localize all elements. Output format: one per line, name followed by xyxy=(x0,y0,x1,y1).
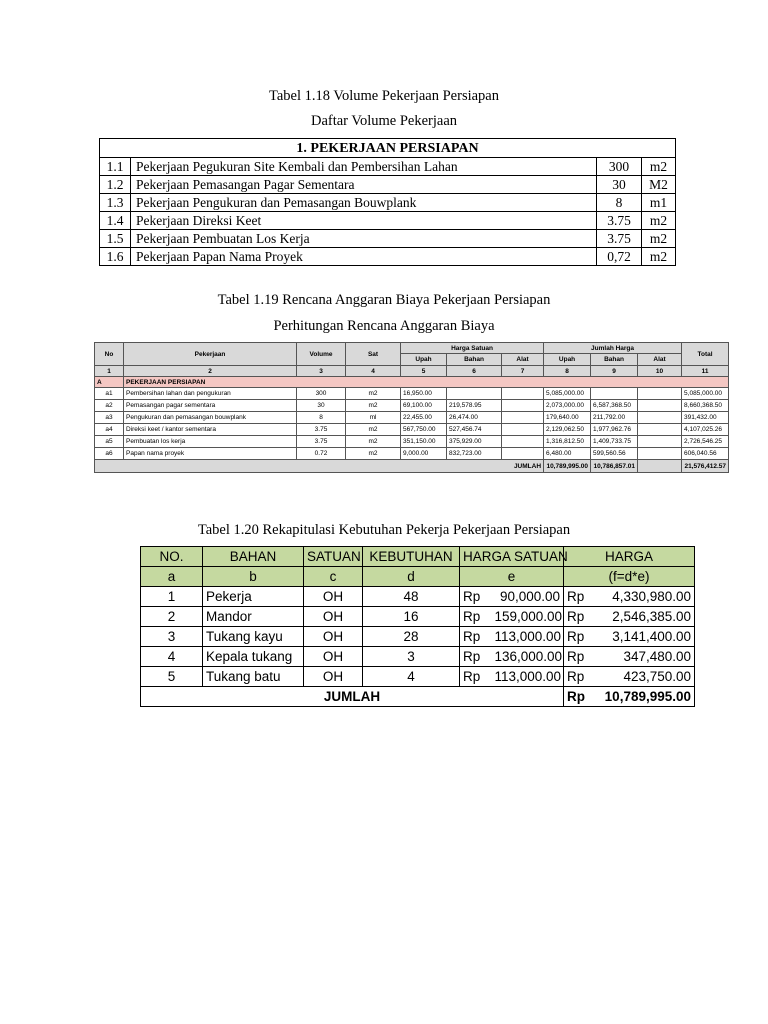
rekap-sub-d: d xyxy=(363,567,460,587)
cell-jb xyxy=(591,388,638,400)
row-description: Pekerjaan Pembuatan Los Kerja xyxy=(131,230,597,248)
rekap-sub-b: b xyxy=(203,567,304,587)
row-satuan: OH xyxy=(304,627,363,647)
volume-table-header: 1. PEKERJAAN PERSIAPAN xyxy=(100,139,676,158)
row-harga-satuan: 136,000.00 xyxy=(492,647,564,667)
row-unit: m2 xyxy=(642,212,676,230)
row-bahan: Tukang batu xyxy=(203,667,304,687)
rekap-h-satuan: SATUAN xyxy=(304,547,363,567)
column-number: 4 xyxy=(346,366,401,377)
row-kebutuhan: 48 xyxy=(363,587,460,607)
cell-hu: 69,100.00 xyxy=(401,400,447,412)
row-unit: m2 xyxy=(642,248,676,266)
table-row xyxy=(141,647,695,667)
cell-ja xyxy=(638,388,682,400)
rab-jumlah-upah: 10,789,995.00 xyxy=(544,460,591,473)
cell-sat: m2 xyxy=(346,424,401,436)
cell-ja xyxy=(638,412,682,424)
cell-ju: 2,129,062.50 xyxy=(544,424,591,436)
row-harga: 347,480.00 xyxy=(596,647,695,667)
cell-ja xyxy=(638,448,682,460)
row-number: 3 xyxy=(141,627,203,647)
cell-ju: 179,640.00 xyxy=(544,412,591,424)
row-satuan: OH xyxy=(304,667,363,687)
t20-caption: Tabel 1.20 Rekapitulasi Kebutuhan Pekerja Pekerjaan Persiapan xyxy=(197,522,571,538)
cell-hb xyxy=(447,388,502,400)
rab-h-bahan: Bahan xyxy=(591,354,638,366)
table-row xyxy=(100,194,676,212)
row-bahan: Kepala tukang xyxy=(203,647,304,667)
row-unit: m2 xyxy=(642,158,676,176)
rab-h-pekerjaan: Pekerjaan xyxy=(124,343,297,366)
rekap-jumlah-rp: Rp xyxy=(564,687,596,707)
cell-jb: 599,560.56 xyxy=(591,448,638,460)
table-row xyxy=(95,424,729,436)
row-bahan: Pekerja xyxy=(203,587,304,607)
cell-tot: 4,107,025.26 xyxy=(682,424,729,436)
column-number: 3 xyxy=(297,366,346,377)
row-currency: Rp xyxy=(460,667,492,687)
cell-tot: 606,040.56 xyxy=(682,448,729,460)
cell-no: a6 xyxy=(95,448,124,460)
table-row xyxy=(95,448,729,460)
cell-ha xyxy=(502,448,544,460)
cell-ju: 2,073,000.00 xyxy=(544,400,591,412)
rab-h-upah: Upah xyxy=(544,354,591,366)
t19-subtitle: Perhitungan Rencana Anggaran Biaya xyxy=(273,318,495,334)
row-description: Pekerjaan Pengukuran dan Pemasangan Bouwplank xyxy=(131,194,597,212)
rab-h-volume: Volume xyxy=(297,343,346,366)
cell-no: a3 xyxy=(95,412,124,424)
row-volume: 3.75 xyxy=(597,212,642,230)
row-harga-satuan: 90,000.00 xyxy=(492,587,564,607)
table-row xyxy=(100,248,676,266)
rab-h-alat: Alat xyxy=(638,354,682,366)
table-row xyxy=(100,230,676,248)
row-currency: Rp xyxy=(460,647,492,667)
cell-tot: 391,432.00 xyxy=(682,412,729,424)
cell-ha xyxy=(502,388,544,400)
row-volume: 0,72 xyxy=(597,248,642,266)
cell-ha xyxy=(502,424,544,436)
rab-jumlah-label: JUMLAH xyxy=(95,460,544,473)
cell-ju: 5,085,000.00 xyxy=(544,388,591,400)
rab-h-no: No xyxy=(95,343,124,366)
cell-pek: Direksi keet / kantor sementara xyxy=(124,424,297,436)
column-number: 1 xyxy=(95,366,124,377)
rab-h-harga-satuan: Harga Satuan xyxy=(401,343,544,354)
row-number: 1.4 xyxy=(100,212,131,230)
cell-no: a2 xyxy=(95,400,124,412)
rab-h-alat: Alat xyxy=(502,354,544,366)
cell-ju: 6,480.00 xyxy=(544,448,591,460)
row-currency: Rp xyxy=(564,587,596,607)
table-row xyxy=(100,212,676,230)
row-currency: Rp xyxy=(460,587,492,607)
rab-h-upah: Upah xyxy=(401,354,447,366)
cell-vol: 30 xyxy=(297,400,346,412)
table-row xyxy=(95,412,729,424)
row-volume: 3.75 xyxy=(597,230,642,248)
cell-vol: 8 xyxy=(297,412,346,424)
cell-hu: 16,950.00 xyxy=(401,388,447,400)
row-harga: 2,546,385.00 xyxy=(596,607,695,627)
rab-h-total: Total xyxy=(682,343,729,366)
cell-tot: 8,660,368.50 xyxy=(682,400,729,412)
cell-hu: 9,000.00 xyxy=(401,448,447,460)
rab-jumlah-total: 21,576,412.57 xyxy=(682,460,729,473)
row-volume: 300 xyxy=(597,158,642,176)
cell-hb: 219,578.95 xyxy=(447,400,502,412)
cell-ja xyxy=(638,400,682,412)
rekap-sub-c: c xyxy=(304,567,363,587)
cell-tot: 2,726,546.25 xyxy=(682,436,729,448)
row-harga: 423,750.00 xyxy=(596,667,695,687)
table-row xyxy=(95,400,729,412)
rekap-table xyxy=(140,546,695,707)
cell-ha xyxy=(502,436,544,448)
rab-jumlah-alat xyxy=(638,460,682,473)
row-number: 1.1 xyxy=(100,158,131,176)
rab-h-sat: Sat xyxy=(346,343,401,366)
row-kebutuhan: 3 xyxy=(363,647,460,667)
rab-h-jumlah-harga: Jumlah Harga xyxy=(544,343,682,354)
cell-vol: 3.75 xyxy=(297,424,346,436)
cell-pek: Pembuatan los kerja xyxy=(124,436,297,448)
column-number: 9 xyxy=(591,366,638,377)
column-number: 11 xyxy=(682,366,729,377)
cell-jb: 1,409,733.75 xyxy=(591,436,638,448)
rab-section-name: PEKERJAAN PERSIAPAN xyxy=(124,377,729,388)
rekap-sub-e: e xyxy=(460,567,564,587)
column-number: 7 xyxy=(502,366,544,377)
rekap-h-harga-satuan: HARGA SATUAN xyxy=(460,547,564,567)
table-row xyxy=(141,587,695,607)
row-description: Pekerjaan Papan Nama Proyek xyxy=(131,248,597,266)
row-currency: Rp xyxy=(564,667,596,687)
row-number: 4 xyxy=(141,647,203,667)
row-harga: 4,330,980.00 xyxy=(596,587,695,607)
row-satuan: OH xyxy=(304,607,363,627)
rab-h-bahan: Bahan xyxy=(447,354,502,366)
row-volume: 30 xyxy=(597,176,642,194)
row-bahan: Mandor xyxy=(203,607,304,627)
cell-sat: m2 xyxy=(346,436,401,448)
cell-ja xyxy=(638,436,682,448)
row-currency: Rp xyxy=(564,627,596,647)
cell-hu: 351,150.00 xyxy=(401,436,447,448)
t18-caption: Tabel 1.18 Volume Pekerjaan Persiapan xyxy=(269,88,499,104)
table-row xyxy=(95,436,729,448)
cell-ja xyxy=(638,424,682,436)
column-number: 5 xyxy=(401,366,447,377)
row-currency: Rp xyxy=(564,607,596,627)
row-satuan: OH xyxy=(304,587,363,607)
row-unit: m2 xyxy=(642,230,676,248)
table-row xyxy=(95,388,729,400)
table-row xyxy=(141,667,695,687)
row-bahan: Tukang kayu xyxy=(203,627,304,647)
row-kebutuhan: 28 xyxy=(363,627,460,647)
table-row xyxy=(100,176,676,194)
rekap-h-kebutuhan: KEBUTUHAN xyxy=(363,547,460,567)
cell-hb: 832,723.00 xyxy=(447,448,502,460)
row-kebutuhan: 4 xyxy=(363,667,460,687)
rekap-sub-a: a xyxy=(141,567,203,587)
rekap-h-no: NO. xyxy=(141,547,203,567)
cell-ha xyxy=(502,400,544,412)
row-description: Pekerjaan Direksi Keet xyxy=(131,212,597,230)
cell-no: a4 xyxy=(95,424,124,436)
column-number: 2 xyxy=(124,366,297,377)
column-number: 10 xyxy=(638,366,682,377)
cell-jb: 1,977,962.76 xyxy=(591,424,638,436)
cell-sat: m2 xyxy=(346,400,401,412)
row-description: Pekerjaan Pegukuran Site Kembali dan Pembersihan Lahan xyxy=(131,158,597,176)
row-satuan: OH xyxy=(304,647,363,667)
row-kebutuhan: 16 xyxy=(363,607,460,627)
rab-jumlah-bahan: 10,786,857.01 xyxy=(591,460,638,473)
cell-sat: m2 xyxy=(346,388,401,400)
volume-table xyxy=(99,138,676,266)
row-harga-satuan: 113,000.00 xyxy=(492,627,564,647)
rab-section-code: A xyxy=(95,377,124,388)
cell-hu: 567,750.00 xyxy=(401,424,447,436)
table-row xyxy=(100,158,676,176)
rab-table xyxy=(94,342,729,473)
column-number: 6 xyxy=(447,366,502,377)
cell-hb: 375,929.00 xyxy=(447,436,502,448)
cell-jb: 211,792.00 xyxy=(591,412,638,424)
row-currency: Rp xyxy=(460,607,492,627)
cell-hb: 527,456.74 xyxy=(447,424,502,436)
cell-pek: Pengukuran dan pemasangan bouwplank xyxy=(124,412,297,424)
cell-hb: 26,474.00 xyxy=(447,412,502,424)
cell-vol: 3.75 xyxy=(297,436,346,448)
rekap-jumlah-label: JUMLAH xyxy=(141,687,564,707)
row-harga-satuan: 113,000.00 xyxy=(492,667,564,687)
cell-tot: 5,085,000.00 xyxy=(682,388,729,400)
cell-no: a5 xyxy=(95,436,124,448)
cell-ha xyxy=(502,412,544,424)
table-row xyxy=(141,607,695,627)
row-number: 1.5 xyxy=(100,230,131,248)
cell-pek: Papan nama proyek xyxy=(124,448,297,460)
rekap-h-harga: HARGA xyxy=(564,547,695,567)
t19-caption: Tabel 1.19 Rencana Anggaran Biaya Pekerjaan Persiapan xyxy=(217,292,551,308)
column-number: 8 xyxy=(544,366,591,377)
row-currency: Rp xyxy=(564,647,596,667)
row-description: Pekerjaan Pemasangan Pagar Sementara xyxy=(131,176,597,194)
column-number-row xyxy=(95,366,729,377)
table-row xyxy=(141,627,695,647)
row-number: 1.2 xyxy=(100,176,131,194)
row-unit: m1 xyxy=(642,194,676,212)
row-harga: 3,141,400.00 xyxy=(596,627,695,647)
row-unit: M2 xyxy=(642,176,676,194)
row-number: 2 xyxy=(141,607,203,627)
cell-ju: 1,316,812.50 xyxy=(544,436,591,448)
row-number: 1.6 xyxy=(100,248,131,266)
row-number: 5 xyxy=(141,667,203,687)
row-number: 1 xyxy=(141,587,203,607)
t18-subtitle: Daftar Volume Pekerjaan xyxy=(310,113,458,129)
rekap-h-bahan: BAHAN xyxy=(203,547,304,567)
cell-sat: ml xyxy=(346,412,401,424)
cell-hu: 22,455.00 xyxy=(401,412,447,424)
cell-sat: m2 xyxy=(346,448,401,460)
rekap-jumlah-value: 10,789,995.00 xyxy=(596,687,695,707)
cell-no: a1 xyxy=(95,388,124,400)
cell-vol: 300 xyxy=(297,388,346,400)
cell-jb: 6,587,368.50 xyxy=(591,400,638,412)
cell-pek: Pemasangan pagar sementara xyxy=(124,400,297,412)
cell-pek: Pembersihan lahan dan pengukuran xyxy=(124,388,297,400)
row-harga-satuan: 159,000.00 xyxy=(492,607,564,627)
cell-vol: 0.72 xyxy=(297,448,346,460)
rekap-sub-f: (f=d*e) xyxy=(564,567,695,587)
row-number: 1.3 xyxy=(100,194,131,212)
row-volume: 8 xyxy=(597,194,642,212)
row-currency: Rp xyxy=(460,627,492,647)
